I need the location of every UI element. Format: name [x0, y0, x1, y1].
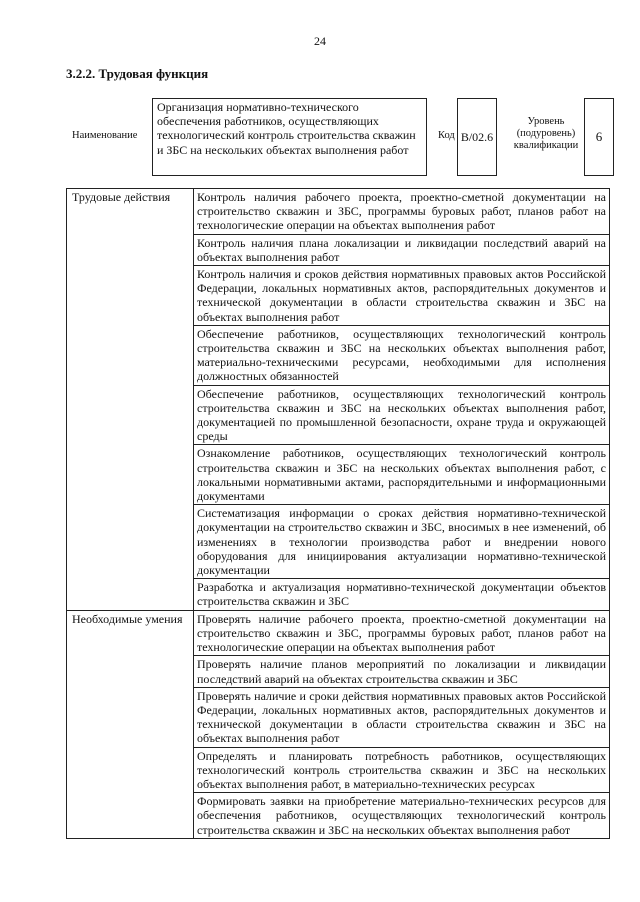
item-cell: Формировать заявки на приобретение материально-технических ресурсов для обеспечения работников, осуществляющих технологический контроль строительства скважин и ЗБС на нескольких объектах выполнения работ	[194, 793, 610, 839]
item-cell: Контроль наличия и сроков действия нормативных правовых актов Российской Федерации, локальных нормативных актов, распорядительных документов и технической документации в области строительства скважин и ЗБС на объектах выполнения работ	[194, 266, 610, 326]
item-cell: Обеспечение работников, осуществляющих технологический контроль строительства скважин и ЗБС на нескольких объектах выполнения работ, документацией по промышленной безопасности, охране труда и окружающей среды	[194, 385, 610, 445]
item-cell: Контроль наличия рабочего проекта, проектно-сметной документации на строительство скважин и ЗБС, программы буровых работ, планов работ на технологические операции на объектах выполнения работ	[194, 189, 610, 235]
page-number: 24	[314, 34, 326, 48]
item-cell: Систематизация информации о сроках действия нормативно-технической документации на строительство скважин и ЗБС, вносимых в нее изменений, об изменениях в технологии производства работ и внедрении нового оборудования для инициирования актуализации нормативно-технической документации	[194, 505, 610, 579]
category-cell: Трудовые действия	[67, 189, 194, 611]
name-label: Наименование	[72, 130, 138, 141]
item-cell: Контроль наличия плана локализации и ликвидации последствий аварий на объектах выполнения работ	[194, 234, 610, 265]
code-label: Код	[438, 130, 455, 141]
code-value: B/02.6	[457, 98, 497, 176]
table-row	[67, 189, 610, 235]
function-header	[66, 98, 616, 176]
table-row	[67, 610, 610, 656]
item-cell: Ознакомление работников, осуществляющих технологический контроль строительства скважин и ЗБС на нескольких объектах выполнения работ, с локальными нормативными актами, распорядительными и информационными документами	[194, 445, 610, 505]
item-cell: Проверять наличие рабочего проекта, проектно-сметной документации на строительство скважин и ЗБС, программы буровых работ, планов работ на технологические операции на объектах выполнения работ	[194, 610, 610, 656]
section-title: 3.2.2. Трудовая функция	[66, 66, 209, 81]
item-cell: Обеспечение работников, осуществляющих технологический контроль строительства скважин и ЗБС на нескольких объектах выполнения работ, материально-техническими ресурсами, необходимыми для исполнения должностных обязанностей	[194, 325, 610, 385]
item-cell: Разработка и актуализация нормативно-технической документации объектов строительства скважин и ЗБС	[194, 579, 610, 610]
item-cell: Определять и планировать потребность работников, осуществляющих технологический контроль строительства скважин и ЗБС на нескольких объектах выполнения работ, в материально-технических ресурсах	[194, 747, 610, 793]
category-cell: Необходимые умения	[67, 610, 194, 838]
item-cell: Проверять наличие и сроки действия нормативных правовых актов Российской Федерации, локальных нормативных актов, распорядительных документов и технической документации в области строительства скважин и ЗБС на объектах выполнения работ	[194, 687, 610, 747]
name-value: Организация нормативно-технического обеспечения работников, осуществляющих технологический контроль строительства скважин и ЗБС на нескольких объектах выполнения работ	[152, 98, 427, 176]
level-value: 6	[584, 98, 614, 176]
level-label: Уровень (подуровень) квалификации	[513, 116, 579, 151]
item-cell: Проверять наличие планов мероприятий по локализации и ликвидации последствий аварий на объектах строительства скважин и ЗБС	[194, 656, 610, 687]
function-table	[66, 188, 610, 839]
